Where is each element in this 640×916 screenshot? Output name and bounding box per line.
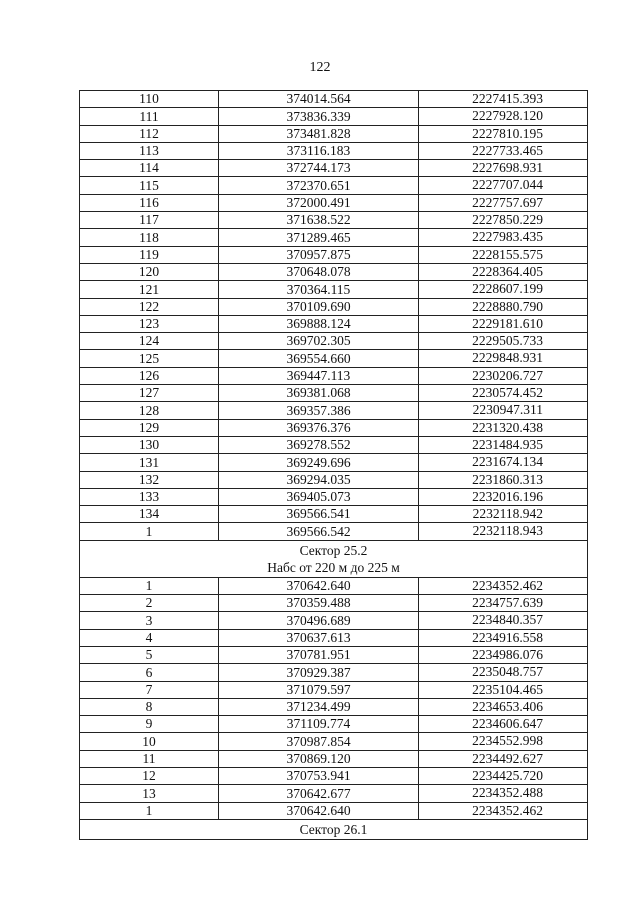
x-coordinate-cell: 370642.640 xyxy=(219,802,419,819)
y-coordinate-cell: 2230206.727 xyxy=(419,367,588,384)
x-coordinate-cell: 369566.541 xyxy=(219,506,419,523)
x-coordinate-cell: 370869.120 xyxy=(219,750,419,767)
point-number-cell: 4 xyxy=(80,629,219,646)
point-number-cell: 126 xyxy=(80,367,219,384)
x-coordinate-cell: 370957.875 xyxy=(219,246,419,263)
point-number-cell: 120 xyxy=(80,263,219,280)
point-number-cell: 111 xyxy=(80,108,219,125)
sector-header-cell xyxy=(80,819,588,839)
x-coordinate-cell: 370642.677 xyxy=(219,785,419,802)
table-row xyxy=(80,177,588,194)
y-coordinate-cell: 2234552.998 xyxy=(419,733,588,750)
table-row xyxy=(80,612,588,629)
x-coordinate-cell: 373116.183 xyxy=(219,142,419,159)
point-number-cell: 113 xyxy=(80,142,219,159)
y-coordinate-cell: 2235048.757 xyxy=(419,664,588,681)
x-coordinate-cell: 369888.124 xyxy=(219,315,419,332)
y-coordinate-cell: 2227757.697 xyxy=(419,194,588,211)
x-coordinate-cell: 374014.564 xyxy=(219,91,419,108)
table-row xyxy=(80,767,588,784)
table-row xyxy=(80,646,588,663)
x-coordinate-cell: 370109.690 xyxy=(219,298,419,315)
point-number-cell: 5 xyxy=(80,646,219,663)
x-coordinate-cell: 371109.774 xyxy=(219,716,419,733)
sector-subtitle: Набс от 220 м до 225 м xyxy=(267,559,400,575)
x-coordinate-cell: 369249.696 xyxy=(219,454,419,471)
point-number-cell: 115 xyxy=(80,177,219,194)
y-coordinate-cell: 2235104.465 xyxy=(419,681,588,698)
point-number-cell: 7 xyxy=(80,681,219,698)
y-coordinate-cell: 2230574.452 xyxy=(419,385,588,402)
y-coordinate-cell: 2227850.229 xyxy=(419,212,588,229)
y-coordinate-cell: 2227698.931 xyxy=(419,160,588,177)
point-number-cell: 3 xyxy=(80,612,219,629)
point-number-cell: 129 xyxy=(80,419,219,436)
y-coordinate-cell: 2228364.405 xyxy=(419,263,588,280)
table-row xyxy=(80,716,588,733)
point-number-cell: 6 xyxy=(80,664,219,681)
x-coordinate-cell: 373836.339 xyxy=(219,108,419,125)
table-row xyxy=(80,436,588,453)
page-number: 122 xyxy=(309,60,331,75)
table-row xyxy=(80,350,588,367)
x-coordinate-cell: 369294.035 xyxy=(219,471,419,488)
table-row xyxy=(80,595,588,612)
y-coordinate-cell: 2231674.134 xyxy=(419,454,588,471)
sector-26-1-header-group xyxy=(80,819,588,839)
table-row xyxy=(80,298,588,315)
x-coordinate-cell: 373481.828 xyxy=(219,125,419,142)
y-coordinate-cell: 2227733.465 xyxy=(419,142,588,159)
table-row xyxy=(80,160,588,177)
table-row xyxy=(80,281,588,298)
x-coordinate-cell: 369278.552 xyxy=(219,436,419,453)
table-row xyxy=(80,333,588,350)
sector-title: Сектор 26.1 xyxy=(299,821,368,837)
point-number-cell: 132 xyxy=(80,471,219,488)
y-coordinate-cell: 2234986.076 xyxy=(419,646,588,663)
point-number-cell: 13 xyxy=(80,785,219,802)
point-number-cell: 114 xyxy=(80,160,219,177)
y-coordinate-cell: 2234606.647 xyxy=(419,716,588,733)
point-number-cell: 10 xyxy=(80,733,219,750)
table-row xyxy=(80,212,588,229)
x-coordinate-cell: 370929.387 xyxy=(219,664,419,681)
y-coordinate-cell: 2234653.406 xyxy=(419,698,588,715)
coordinates-table xyxy=(79,90,588,840)
point-number-cell: 117 xyxy=(80,212,219,229)
point-number-cell: 11 xyxy=(80,750,219,767)
x-coordinate-cell: 371234.499 xyxy=(219,698,419,715)
y-coordinate-cell: 2229505.733 xyxy=(419,333,588,350)
y-coordinate-cell: 2234425.720 xyxy=(419,767,588,784)
x-coordinate-cell: 370642.640 xyxy=(219,577,419,594)
point-number-cell: 112 xyxy=(80,125,219,142)
table-row xyxy=(80,402,588,419)
y-coordinate-cell: 2227707.044 xyxy=(419,177,588,194)
y-coordinate-cell: 2227928.120 xyxy=(419,108,588,125)
coordinates-block-1 xyxy=(80,91,588,541)
table-row xyxy=(80,229,588,246)
table-row xyxy=(80,698,588,715)
x-coordinate-cell: 370648.078 xyxy=(219,263,419,280)
x-coordinate-cell: 369566.542 xyxy=(219,523,419,540)
y-coordinate-cell: 2227415.393 xyxy=(419,91,588,108)
table-row xyxy=(80,454,588,471)
point-number-cell: 121 xyxy=(80,281,219,298)
y-coordinate-cell: 2232016.196 xyxy=(419,488,588,505)
point-number-cell: 134 xyxy=(80,506,219,523)
x-coordinate-cell: 369357.386 xyxy=(219,402,419,419)
table-row xyxy=(80,488,588,505)
table-row xyxy=(80,142,588,159)
y-coordinate-cell: 2227810.195 xyxy=(419,125,588,142)
table-row xyxy=(80,108,588,125)
table-row xyxy=(80,664,588,681)
y-coordinate-cell: 2234352.488 xyxy=(419,785,588,802)
y-coordinate-cell: 2234352.462 xyxy=(419,802,588,819)
point-number-cell: 133 xyxy=(80,488,219,505)
table-row xyxy=(80,194,588,211)
y-coordinate-cell: 2229848.931 xyxy=(419,350,588,367)
point-number-cell: 1 xyxy=(80,523,219,540)
x-coordinate-cell: 371079.597 xyxy=(219,681,419,698)
y-coordinate-cell: 2234352.462 xyxy=(419,577,588,594)
x-coordinate-cell: 370496.689 xyxy=(219,612,419,629)
x-coordinate-cell: 371638.522 xyxy=(219,212,419,229)
y-coordinate-cell: 2229181.610 xyxy=(419,315,588,332)
point-number-cell: 122 xyxy=(80,298,219,315)
x-coordinate-cell: 370753.941 xyxy=(219,767,419,784)
y-coordinate-cell: 2234492.627 xyxy=(419,750,588,767)
y-coordinate-cell: 2231320.438 xyxy=(419,419,588,436)
sector-25-2-header-group xyxy=(80,540,588,577)
y-coordinate-cell: 2231860.313 xyxy=(419,471,588,488)
x-coordinate-cell: 369447.113 xyxy=(219,367,419,384)
table-row xyxy=(80,802,588,819)
x-coordinate-cell: 370987.854 xyxy=(219,733,419,750)
x-coordinate-cell: 370781.951 xyxy=(219,646,419,663)
y-coordinate-cell: 2228880.790 xyxy=(419,298,588,315)
y-coordinate-cell: 2234757.639 xyxy=(419,595,588,612)
point-number-cell: 130 xyxy=(80,436,219,453)
sector-header-row xyxy=(80,819,588,839)
x-coordinate-cell: 370637.613 xyxy=(219,629,419,646)
y-coordinate-cell: 2230947.311 xyxy=(419,402,588,419)
point-number-cell: 2 xyxy=(80,595,219,612)
point-number-cell: 131 xyxy=(80,454,219,471)
point-number-cell: 125 xyxy=(80,350,219,367)
x-coordinate-cell: 369702.305 xyxy=(219,333,419,350)
table-row xyxy=(80,506,588,523)
x-coordinate-cell: 372000.491 xyxy=(219,194,419,211)
table-row xyxy=(80,471,588,488)
point-number-cell: 9 xyxy=(80,716,219,733)
table-row xyxy=(80,681,588,698)
sector-title: Сектор 25.2 xyxy=(299,542,368,558)
x-coordinate-cell: 369376.376 xyxy=(219,419,419,436)
y-coordinate-cell: 2232118.943 xyxy=(419,523,588,540)
x-coordinate-cell: 370359.488 xyxy=(219,595,419,612)
x-coordinate-cell: 369405.073 xyxy=(219,488,419,505)
point-number-cell: 110 xyxy=(80,91,219,108)
table-row xyxy=(80,785,588,802)
x-coordinate-cell: 369554.660 xyxy=(219,350,419,367)
point-number-cell: 1 xyxy=(80,577,219,594)
table-row xyxy=(80,419,588,436)
y-coordinate-cell: 2234840.357 xyxy=(419,612,588,629)
point-number-cell: 1 xyxy=(80,802,219,819)
y-coordinate-cell: 2228607.199 xyxy=(419,281,588,298)
table-row xyxy=(80,523,588,540)
point-number-cell: 118 xyxy=(80,229,219,246)
x-coordinate-cell: 370364.115 xyxy=(219,281,419,298)
table-row xyxy=(80,733,588,750)
x-coordinate-cell: 372370.651 xyxy=(219,177,419,194)
y-coordinate-cell: 2232118.942 xyxy=(419,506,588,523)
point-number-cell: 8 xyxy=(80,698,219,715)
table-row xyxy=(80,91,588,108)
point-number-cell: 116 xyxy=(80,194,219,211)
y-coordinate-cell: 2234916.558 xyxy=(419,629,588,646)
point-number-cell: 119 xyxy=(80,246,219,263)
point-number-cell: 124 xyxy=(80,333,219,350)
table-row xyxy=(80,577,588,594)
table-row xyxy=(80,385,588,402)
y-coordinate-cell: 2231484.935 xyxy=(419,436,588,453)
y-coordinate-cell: 2227983.435 xyxy=(419,229,588,246)
point-number-cell: 123 xyxy=(80,315,219,332)
table-row xyxy=(80,263,588,280)
sector-header-row xyxy=(80,540,588,577)
point-number-cell: 128 xyxy=(80,402,219,419)
table-row xyxy=(80,315,588,332)
sector-header-cell xyxy=(80,540,588,577)
x-coordinate-cell: 372744.173 xyxy=(219,160,419,177)
x-coordinate-cell: 371289.465 xyxy=(219,229,419,246)
y-coordinate-cell: 2228155.575 xyxy=(419,246,588,263)
x-coordinate-cell: 369381.068 xyxy=(219,385,419,402)
point-number-cell: 127 xyxy=(80,385,219,402)
table-row xyxy=(80,246,588,263)
point-number-cell: 12 xyxy=(80,767,219,784)
coordinates-block-2 xyxy=(80,577,588,819)
table-row xyxy=(80,750,588,767)
table-row xyxy=(80,125,588,142)
table-row xyxy=(80,629,588,646)
table-row xyxy=(80,367,588,384)
